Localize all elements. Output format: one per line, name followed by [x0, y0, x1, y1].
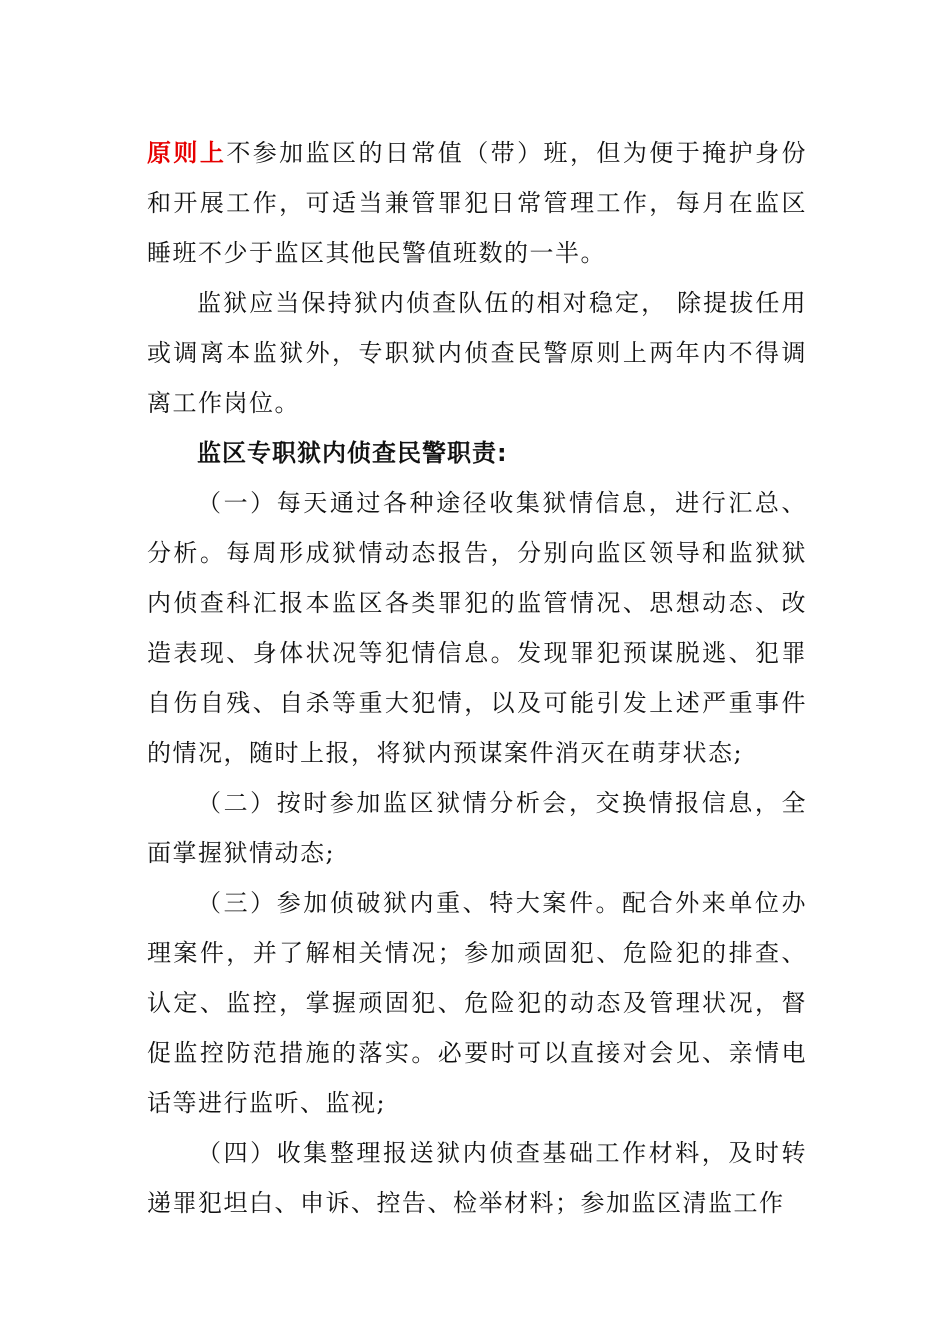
document-body: [147, 128, 807, 1228]
highlighted-phrase: 原则上: [147, 138, 227, 167]
duty-item-2: （二）按时参加监区狱情分析会，交换情报信息，全面掌握狱情动态;: [147, 789, 807, 867]
paragraph-team-stability: 监狱应当保持狱内侦查队伍的相对稳定， 除提拔任用或调离本监狱外，专职狱内侦查民警原则上两年内不得调离工作岗位。: [147, 289, 807, 417]
section-heading-duties: 监区专职狱内侦查民警职责:: [197, 439, 508, 467]
duty-item-1: （一）每天通过各种途径收集狱情信息，进行汇总、分析。每周形成狱情动态报告，分别向监区领导和监狱狱内侦查科汇报本监区各类罪犯的监管情况、思想动态、改造表现、身体状况等犯情信息。发现罪犯预谋脱逃、犯罪自伤自残、自杀等重大犯情，以及可能引发上述严重事件的情况，随时上报，将狱内预谋案件消灭在萌芽状态;: [147, 489, 807, 767]
paragraph-duty-scope: [147, 128, 807, 278]
duty-item-4: （四）收集整理报送狱内侦查基础工作材料，及时转递罪犯坦白、申诉、控告、检举材料；参加监区清监工作: [147, 1139, 807, 1217]
paragraph-text: 不参加监区的日常值（带）班，但为便于掩护身份和开展工作，可适当兼管罪犯日常管理工作，每月在监区睡班不少于监区其他民警值班数的一半。: [147, 139, 807, 267]
duty-item-3: （三）参加侦破狱内重、特大案件。配合外来单位办理案件，并了解相关情况；参加顽固犯、危险犯的排查、认定、监控，掌握顽固犯、危险犯的动态及管理状况，督促监控防范措施的落实。必要时可以直接对会见、亲情电话等进行监听、监视;: [147, 889, 807, 1117]
